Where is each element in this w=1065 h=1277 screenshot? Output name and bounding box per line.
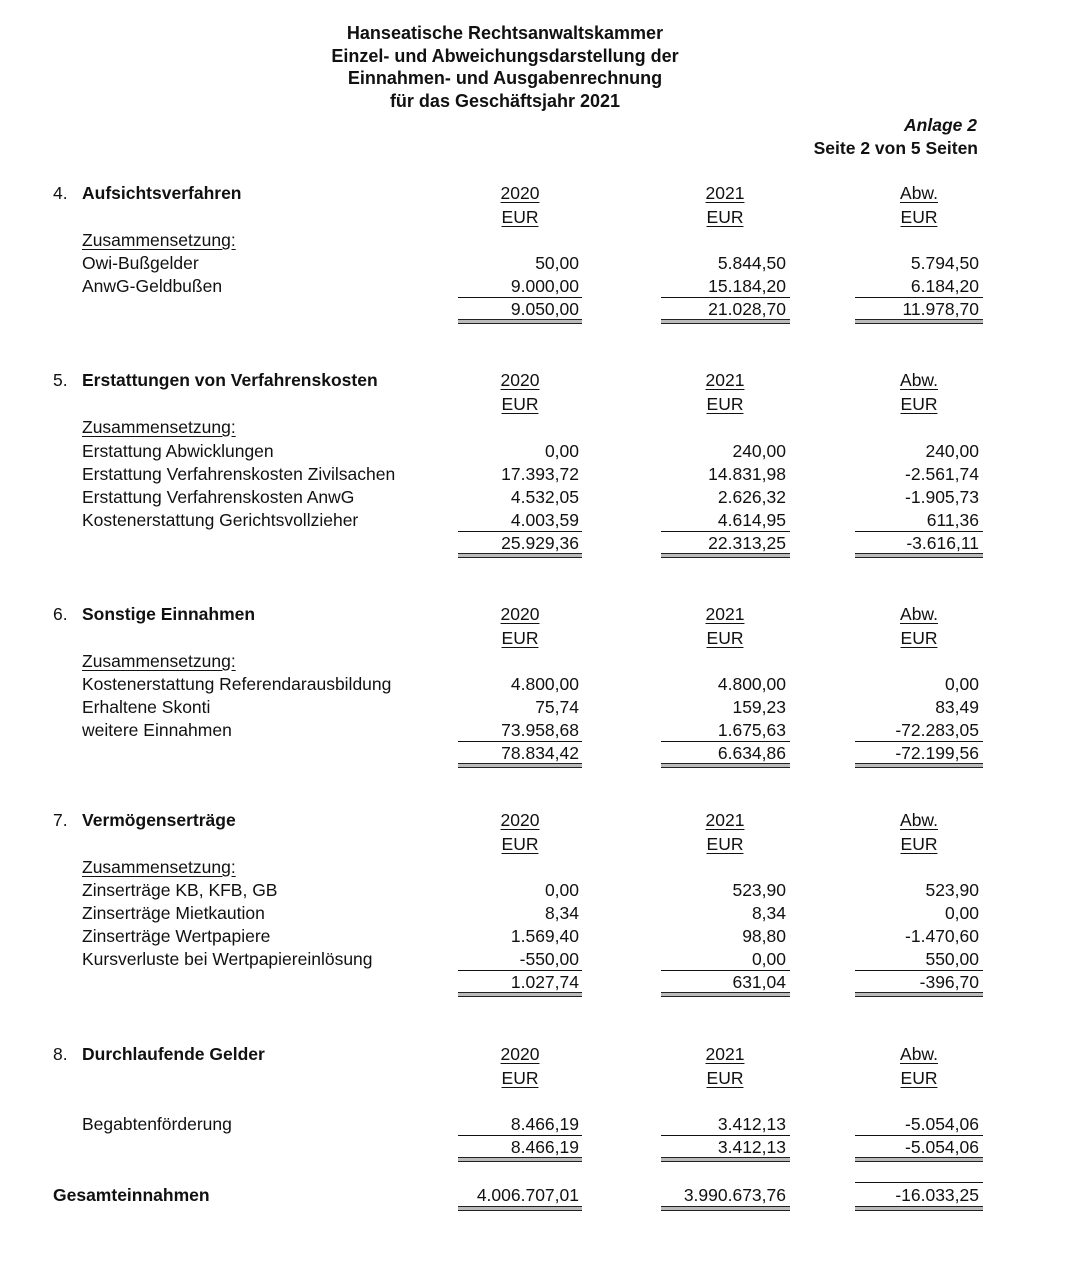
value-abw: 0,00: [944, 903, 979, 923]
section-number: 4.: [53, 183, 68, 203]
value-abw: -5.054,06: [905, 1114, 979, 1134]
total-double-rule: [458, 1157, 582, 1162]
total-double-rule: [458, 992, 582, 997]
total-double-rule: [458, 553, 582, 558]
value-abw: 83,49: [935, 697, 979, 717]
col-header-abw: Abw.: [900, 1044, 938, 1064]
value-2020: 75,74: [535, 697, 579, 717]
attachment-label: Anlage 2: [904, 115, 977, 135]
title-line-3: Einnahmen- und Ausgabenrechnung: [347, 68, 663, 88]
grand-total-double-rule: [855, 1206, 983, 1211]
total-2020: 25.929,36: [501, 533, 579, 553]
grand-total-abw: -16.033,25: [895, 1185, 979, 1205]
section-title: Erstattungen von Verfahrenskosten: [82, 370, 378, 390]
row-label: Kostenerstattung Gerichtsvollzieher: [82, 510, 359, 530]
grand-total-2021: 3.990.673,76: [683, 1185, 786, 1205]
total-2020: 1.027,74: [510, 972, 579, 992]
row-label: Zinserträge Wertpapiere: [82, 926, 271, 946]
total-abw: -396,70: [919, 972, 979, 992]
grand-total-2020: 4.006.707,01: [476, 1185, 579, 1205]
value-2020: 4.003,59: [510, 510, 579, 530]
value-2020: 0,00: [544, 441, 579, 461]
col-header-2020: 2020: [500, 810, 540, 830]
currency-abw: EUR: [900, 628, 938, 648]
row-label: Erstattung Verfahrenskosten AnwG: [82, 487, 355, 507]
value-2020: 4.532,05: [510, 487, 579, 507]
value-2020: -550,00: [519, 949, 579, 969]
total-abw: -3.616,11: [906, 533, 979, 553]
grand-total-top-rule: [855, 1182, 983, 1183]
total-double-rule: [855, 763, 983, 768]
total-2021: 6.634,86: [717, 743, 786, 763]
total-double-rule: [661, 992, 790, 997]
total-2021: 21.028,70: [708, 299, 786, 319]
composition-label: Zusammensetzung:: [82, 651, 236, 671]
value-2020: 17.393,72: [501, 464, 579, 484]
value-2021: 523,90: [732, 880, 786, 900]
section-title: Vermögenserträge: [82, 810, 236, 830]
value-abw: -2.561,74: [905, 464, 979, 484]
total-double-rule: [661, 553, 790, 558]
value-2021: 98,80: [742, 926, 786, 946]
value-abw: 523,90: [925, 880, 979, 900]
value-2021: 5.844,50: [717, 253, 786, 273]
col-header-2021: 2021: [705, 370, 745, 390]
section-title: Aufsichtsverfahren: [82, 183, 242, 203]
row-label: Erhaltene Skonti: [82, 697, 211, 717]
value-2020: 4.800,00: [510, 674, 579, 694]
value-2021: 8,34: [751, 903, 786, 923]
col-header-abw: Abw.: [900, 370, 938, 390]
value-abw: 0,00: [944, 674, 979, 694]
title-line-2: Einzel- und Abweichungsdarstellung der: [331, 46, 679, 66]
col-header-2020: 2020: [500, 604, 540, 624]
row-label: Begabtenförderung: [82, 1114, 232, 1134]
title-line-4: für das Geschäftsjahr 2021: [389, 91, 621, 111]
row-label: Zinserträge KB, KFB, GB: [82, 880, 278, 900]
value-2020: 1.569,40: [510, 926, 579, 946]
total-double-rule: [661, 763, 790, 768]
col-header-abw: Abw.: [900, 810, 938, 830]
col-header-2021: 2021: [705, 183, 745, 203]
currency-2020: EUR: [501, 834, 539, 854]
value-abw: -72.283,05: [895, 720, 979, 740]
value-2021: 159,23: [732, 697, 786, 717]
value-2020: 50,00: [535, 253, 579, 273]
value-2021: 2.626,32: [717, 487, 786, 507]
section-number: 8.: [53, 1044, 68, 1064]
total-abw: 11.978,70: [902, 299, 979, 319]
total-double-rule: [458, 763, 582, 768]
value-abw: 550,00: [925, 949, 979, 969]
total-double-rule: [458, 319, 582, 324]
composition-label: Zusammensetzung:: [82, 230, 236, 250]
value-abw: 611,36: [926, 510, 979, 530]
value-abw: 6.184,20: [910, 276, 979, 296]
row-label: Kostenerstattung Referendarausbildung: [82, 674, 392, 694]
value-2021: 0,00: [751, 949, 786, 969]
value-abw: 240,00: [925, 441, 979, 461]
grand-total-double-rule: [661, 1206, 790, 1211]
currency-abw: EUR: [900, 834, 938, 854]
row-label: Owi-Bußgelder: [82, 253, 199, 273]
row-label: Kursverluste bei Wertpapiereinlösung: [82, 949, 373, 969]
section-title: Sonstige Einnahmen: [82, 604, 256, 624]
section-title: Durchlaufende Gelder: [82, 1044, 265, 1064]
value-2021: 4.614,95: [717, 510, 786, 530]
value-2020: 73.958,68: [501, 720, 579, 740]
currency-2020: EUR: [501, 207, 539, 227]
section-number: 7.: [53, 810, 68, 830]
row-label: Erstattung Abwicklungen: [82, 441, 274, 461]
currency-2020: EUR: [501, 628, 539, 648]
col-header-2020: 2020: [500, 183, 540, 203]
total-double-rule: [661, 1157, 790, 1162]
section-number: 6.: [53, 604, 68, 624]
total-double-rule: [855, 553, 983, 558]
row-label: Erstattung Verfahrenskosten Zivilsachen: [82, 464, 396, 484]
total-2020: 78.834,42: [501, 743, 579, 763]
total-double-rule: [661, 319, 790, 324]
row-label: AnwG-Geldbußen: [82, 276, 223, 296]
currency-abw: EUR: [900, 1068, 938, 1088]
total-2021: 631,04: [732, 972, 786, 992]
total-double-rule: [855, 1157, 983, 1162]
value-2021: 240,00: [732, 441, 786, 461]
value-2021: 14.831,98: [708, 464, 786, 484]
col-header-2020: 2020: [500, 370, 540, 390]
col-header-2021: 2021: [705, 1044, 745, 1064]
currency-2021: EUR: [706, 1068, 744, 1088]
value-2021: 15.184,20: [708, 276, 786, 296]
row-label: weitere Einnahmen: [82, 720, 232, 740]
col-header-abw: Abw.: [900, 183, 938, 203]
page-info: Seite 2 von 5 Seiten: [813, 138, 978, 158]
currency-2021: EUR: [706, 394, 744, 414]
total-abw: -5.054,06: [905, 1137, 979, 1157]
value-2021: 3.412,13: [717, 1114, 786, 1134]
currency-2020: EUR: [501, 394, 539, 414]
currency-2021: EUR: [706, 628, 744, 648]
currency-2021: EUR: [706, 207, 744, 227]
value-2020: 8.466,19: [510, 1114, 579, 1134]
total-2021: 22.313,25: [708, 533, 786, 553]
section-number: 5.: [53, 370, 68, 390]
value-abw: -1.905,73: [905, 487, 979, 507]
composition-label: Zusammensetzung:: [82, 857, 236, 877]
currency-abw: EUR: [900, 207, 938, 227]
total-2020: 8.466,19: [510, 1137, 579, 1157]
row-label: Zinserträge Mietkaution: [82, 903, 265, 923]
currency-abw: EUR: [900, 394, 938, 414]
total-2021: 3.412,13: [717, 1137, 786, 1157]
total-abw: -72.199,56: [895, 743, 979, 763]
value-abw: 5.794,50: [910, 253, 979, 273]
title-line-1: Hanseatische Rechtsanwaltskammer: [346, 23, 664, 43]
currency-2020: EUR: [501, 1068, 539, 1088]
col-header-2021: 2021: [705, 810, 745, 830]
composition-label: Zusammensetzung:: [82, 417, 236, 437]
total-double-rule: [855, 319, 983, 324]
value-2020: 9.000,00: [510, 276, 579, 296]
col-header-2020: 2020: [500, 1044, 540, 1064]
col-header-2021: 2021: [705, 604, 745, 624]
value-2020: 0,00: [544, 880, 579, 900]
value-2021: 1.675,63: [717, 720, 786, 740]
value-2020: 8,34: [544, 903, 579, 923]
col-header-abw: Abw.: [900, 604, 938, 624]
value-2021: 4.800,00: [717, 674, 786, 694]
currency-2021: EUR: [706, 834, 744, 854]
value-abw: -1.470,60: [905, 926, 979, 946]
grand-total-label: Gesamteinnahmen: [53, 1185, 210, 1205]
total-double-rule: [855, 992, 983, 997]
total-2020: 9.050,00: [510, 299, 579, 319]
grand-total-double-rule: [458, 1206, 582, 1211]
